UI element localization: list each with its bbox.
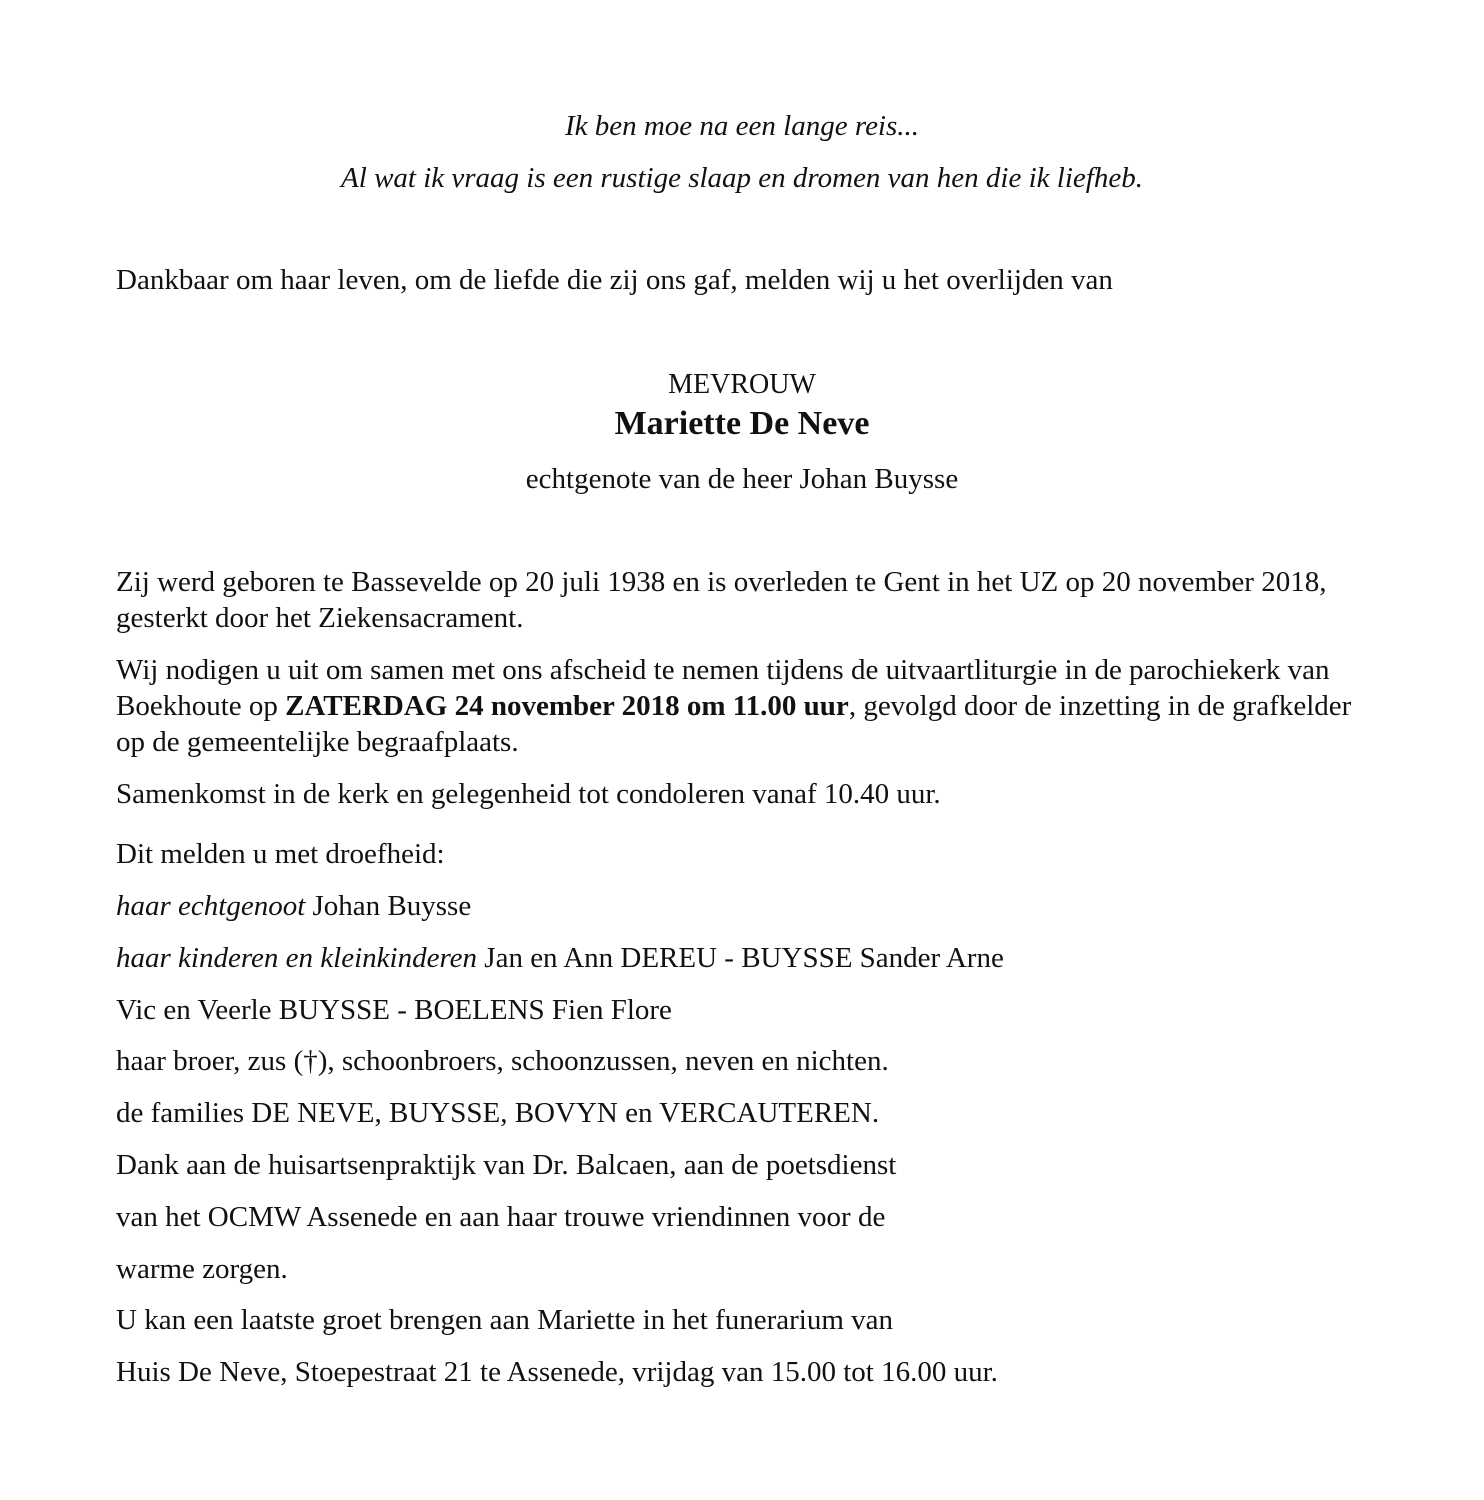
spouse-name: Johan Buysse (305, 890, 472, 922)
visit-line-2: Huis De Neve, Stoepestraat 21 te Assenede, vrijdag van 15.00 tot 16.00 uur. (116, 1356, 998, 1388)
gathering-text: Samenkomst in de kerk en gelegenheid tot condoleren vanaf 10.40 uur. (116, 778, 941, 810)
birth-death-text: Zij werd geboren te Bassevelde op 20 juli 1938 en is overleden te Gent in het UZ op 20 november 2018, gesterkt door het Ziekensacrament. (116, 566, 1327, 634)
spouse-line: echtgenote van de heer Johan Buysse (525, 463, 959, 495)
quote-line-1: Ik ben moe na een lange reis... (564, 110, 920, 142)
thanks-line-2: van het OCMW Assenede en aan haar trouwe vriendinnen voor de (116, 1201, 886, 1233)
family-spouse (116, 888, 471, 924)
spouse-label: haar echtgenoot (116, 890, 306, 922)
announce-text: Dit melden u met droefheid: (116, 838, 445, 870)
intro-text: Dankbaar om haar leven, om de liefde die zij ons gaf, melden wij u het overlijden van (116, 264, 1113, 296)
siblings-line: haar broer, zus (†), schoonbroers, schoonzussen, neven en nichten. (116, 1045, 889, 1077)
children-line-1: Jan en Ann DEREU - BUYSSE Sander Arne (477, 942, 1004, 974)
title-prefix: MEVROUW (668, 369, 816, 400)
birth-death-paragraph (116, 564, 1376, 636)
deceased-name: Mariette De Neve (614, 405, 870, 442)
funeral-date-emphasis: ZATERDAG 24 november 2018 om 11.00 uur (285, 690, 849, 722)
children-line-2: Vic en Veerle BUYSSE - BOELENS Fien Flore (116, 994, 672, 1026)
thanks-line-1: Dank aan de huisartsenpraktijk van Dr. Balcaen, aan de poetsdienst (116, 1149, 897, 1181)
funeral-text-after: , gevolgd door de inzetting in de grafkelder op de gemeentelijke begraafplaats. (116, 690, 1352, 758)
family-children (116, 940, 1004, 976)
funeral-text-before: Wij nodigen u uit om samen met ons afscheid te nemen tijdens de uitvaartliturgie in de parochiekerk van Boekhoute op (116, 654, 1330, 722)
thanks-line-3: warme zorgen. (116, 1253, 288, 1285)
quote-line-2: Al wat ik vraag is een rustige slaap en dromen van hen die ik liefheb. (341, 162, 1143, 194)
children-label: haar kinderen en kleinkinderen (116, 942, 478, 974)
visit-line-1: U kan een laatste groet brengen aan Mariette in het funerarium van (116, 1304, 894, 1336)
funeral-paragraph (116, 652, 1376, 760)
families-line: de families DE NEVE, BUYSSE, BOVYN en VERCAUTEREN. (116, 1097, 880, 1129)
